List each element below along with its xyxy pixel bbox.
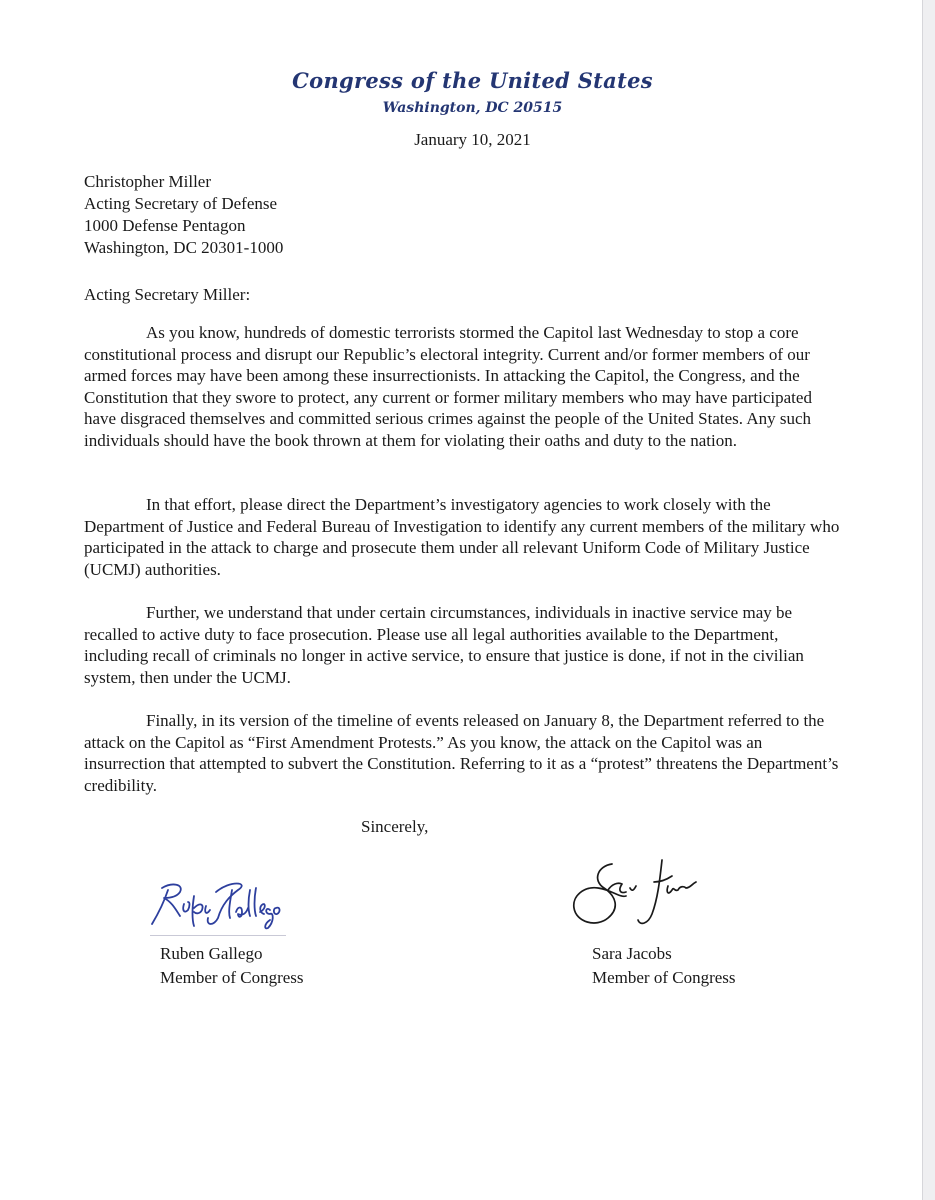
letter-date: January 10, 2021 — [414, 130, 531, 149]
signature-ruben-gallego — [146, 868, 286, 934]
closing: Sincerely, — [361, 817, 429, 836]
body-paragraph-2: In that effort, please direct the Department’s investigatory agencies to work closely with the Department of Justice and Federal Bureau of Investigation to identify any current members of the military who participated in the attack to charge and prosecute them under all relevant Uniform Code of Military Justice (UCMJ) authorities. — [84, 495, 840, 579]
salutation: Acting Secretary Miller: — [84, 285, 251, 304]
recipient-block — [84, 171, 283, 259]
signer-name: Ruben Gallego — [160, 944, 263, 963]
body-paragraph-4: Finally, in its version of the timeline of events released on January 8, the Department referred to the attack on the Capitol as “First Amendment Protests.” As you know, the attack on the Capitol was an insurrection that attempted to subvert the Constitution. Referring to it as a “protest” threatens the Department’s credibility. — [84, 711, 839, 795]
signer-role: Member of Congress — [592, 968, 736, 987]
signer-name: Sara Jacobs — [592, 944, 672, 963]
letterhead-title: Congress of the United States — [292, 68, 653, 93]
body-paragraph-3: Further, we understand that under certain circumstances, individuals in inactive service may be recalled to active duty to face prosecution. Please use all legal authorities available to the Department, including recall of criminals no longer in active service, to ensure that justice is done, if not in the civilian system, then under the UCMJ. — [84, 603, 804, 687]
body-paragraph-1: As you know, hundreds of domestic terrorists stormed the Capitol last Wednesday to stop a core constitutional process and disrupt our Republic’s electoral integrity. Current and/or former members of our armed forces may have been among these insurrectionists. In attacking the Capitol, the Congress, and the Constitution that they swore to protect, any current or former military members who may have participated have disgraced themselves and committed serious crimes against the people of the United States. Any such individuals should have the book thrown at them for violating their oaths and duty to the nation. — [84, 323, 812, 450]
signer-block-1 — [160, 942, 304, 990]
signer-block-2 — [592, 942, 736, 990]
signature-line — [150, 935, 286, 936]
recipient-title: Acting Secretary of Defense — [84, 194, 278, 213]
page-edge — [923, 0, 935, 1200]
signer-role: Member of Congress — [160, 968, 304, 987]
signature-sara-jacobs — [568, 852, 708, 938]
recipient-address-line1: 1000 Defense Pentagon — [84, 216, 246, 235]
recipient-address-line2: Washington, DC 20301-1000 — [84, 238, 284, 257]
letterhead-address: Washington, DC 20515 — [382, 100, 563, 116]
recipient-name: Christopher Miller — [84, 172, 212, 191]
